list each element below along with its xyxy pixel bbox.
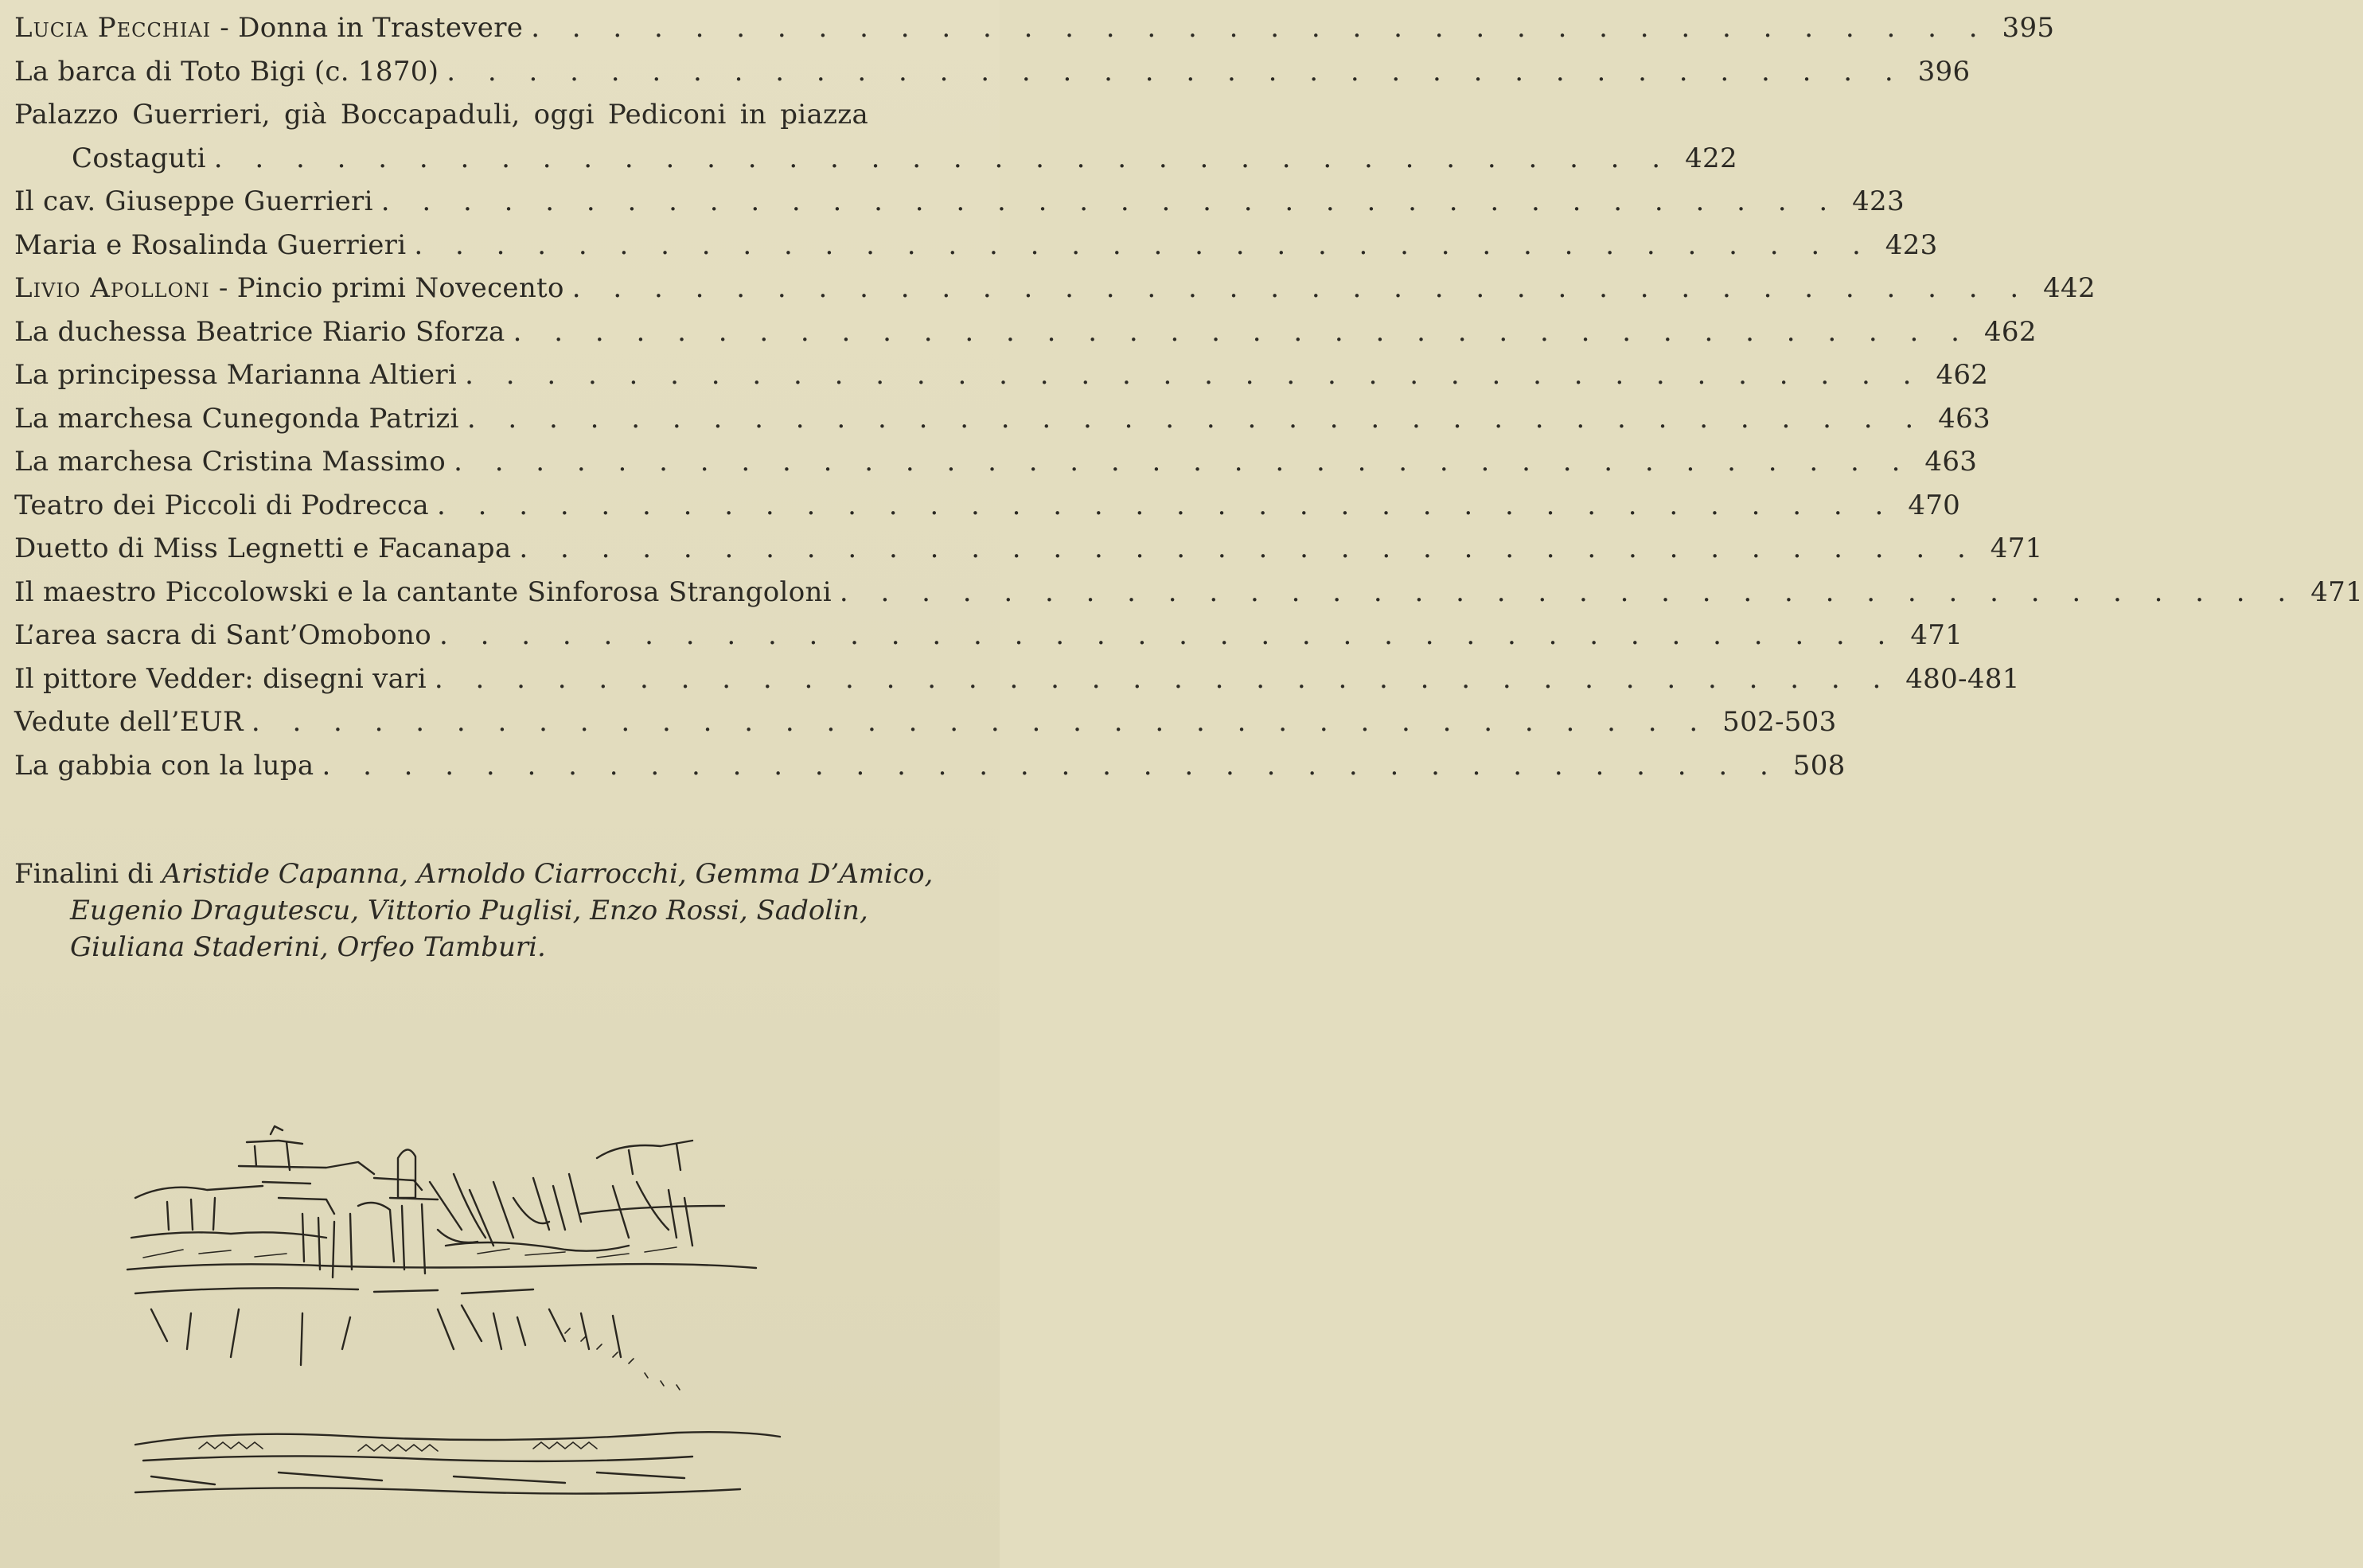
toc-page-number: 395 xyxy=(2002,12,2055,44)
leader-dots: . . . . . . . . . . . . . . . . . . . . . . . . . . . . . . . . . . . . xyxy=(380,185,1840,217)
toc-entry xyxy=(14,137,1737,181)
leader-dots: . . . . . . . . . . . . . . . . . . . . . . . . . . . . . . . . . . . . xyxy=(465,359,1924,391)
leader-dots: . . . . . . . . . . . . . . . . . . . . . . . . . . . . . . . . . . . . xyxy=(251,706,1710,738)
credits-prefix: Finalini di xyxy=(14,858,162,890)
toc-title: Vedute dell’EUR xyxy=(14,706,244,738)
toc-title: Pincio primi Novecento xyxy=(236,272,564,304)
toc-author: Livio Apolloni xyxy=(14,272,210,304)
toc-entry xyxy=(14,397,1991,441)
toc-entry xyxy=(14,527,2043,571)
leader-dots: . . . . . . . . . . . . . . . . . . . . . . . . . . . . . . . . . . . . xyxy=(446,55,1905,88)
leader-dots: . . . . . . . . . . . . . . . . . . . . . . . . . . . . . . . . . . . . xyxy=(439,619,1898,651)
credits-names: Aristide Capanna, Arnoldo Ciarrocchi, Gemma D’Amico, xyxy=(162,858,934,890)
toc-title: Il cav. Giuseppe Guerrieri xyxy=(14,185,373,217)
toc-title: La gabbia con la lupa xyxy=(14,749,314,782)
toc-entry xyxy=(14,353,1989,397)
leader-dots: . . . . . . . . . . . . . . . . . . . . . . . . . . . . . . . . . . . . xyxy=(436,489,1896,521)
toc-title: La marchesa Cunegonda Patrizi xyxy=(14,402,459,435)
toc-page-number: 422 xyxy=(1685,142,1737,174)
toc-author: Lucia Pecchiai xyxy=(14,12,212,44)
leader-dots: . . . . . . . . . . . . . . . . . . . . . . . . . . . . . . . . . . . . xyxy=(454,446,1913,478)
leader-dots: . . . . . . . . . . . . . . . . . . . . . . . . . . . . . . . . . . . . xyxy=(531,12,1990,44)
toc-entry xyxy=(14,50,1971,94)
toc-entry xyxy=(14,224,1938,267)
toc-entry xyxy=(14,310,2037,354)
credits-names: Giuliana Staderini, Orfeo Tamburi. xyxy=(70,931,546,963)
toc-page-number: 470 xyxy=(1908,489,1961,521)
toc-page-number: 502-503 xyxy=(1722,706,1837,738)
toc-title: Costaguti xyxy=(72,142,206,174)
toc-entry xyxy=(14,700,1837,744)
landscape-sketch-vignette xyxy=(119,1110,883,1540)
vignette-credits xyxy=(14,856,979,965)
toc-page-number: 471 xyxy=(1990,532,2043,564)
toc-title: Donna in Trastevere xyxy=(238,12,524,44)
toc-title: La marchesa Cristina Massimo xyxy=(14,446,446,478)
toc-page-number: 396 xyxy=(1917,55,1971,88)
leader-dots: . . . . . . . . . . . . . . . . . . . . . . . . . . . . . . . . . . . . xyxy=(513,315,1971,348)
toc-entry xyxy=(14,6,2055,50)
toc-title: La duchessa Beatrice Riario Sforza xyxy=(14,315,505,348)
toc-title: Il maestro Piccolowski e la cantante Sinforosa Strangoloni xyxy=(14,575,832,608)
toc-entry xyxy=(14,440,1978,484)
toc-title: La principessa Marianna Altieri xyxy=(14,359,458,391)
leader-dots: . . . . . . . . . . . . . . . . . . . . . . . . . . . . . . . . . . . . xyxy=(434,662,1893,695)
leader-dots: . . . . . . . . . . . . . . . . . . . . . . . . . . . . . . . . . . . . xyxy=(519,532,1978,564)
toc-title: Duetto di Miss Legnetti e Facanapa xyxy=(14,532,512,564)
toc-page-number: 442 xyxy=(2043,272,2096,304)
toc-title: La barca di Toto Bigi (c. 1870) xyxy=(14,55,439,88)
toc-page-number: 463 xyxy=(1938,402,1991,435)
toc-separator: - xyxy=(211,12,239,44)
toc-page-number: 423 xyxy=(1852,185,1905,217)
toc-page-number: 462 xyxy=(1936,359,1989,391)
leader-dots: . . . . . . . . . . . . . . . . . . . . . . . . . . . . . . . . . . . . xyxy=(213,142,1673,174)
leader-dots: . . . . . . . . . . . . . . . . . . . . . . . . . . . . . . . . . . . . xyxy=(322,749,1780,782)
toc-page-number: 508 xyxy=(1792,749,1846,782)
toc-page-number: 480-481 xyxy=(1905,662,2020,695)
toc-page-number: 463 xyxy=(1924,446,1978,478)
toc-entry xyxy=(14,484,1961,528)
toc-entry xyxy=(14,657,2020,701)
toc-entry xyxy=(14,180,1905,224)
toc-entry xyxy=(14,267,2096,310)
toc-title-line1: Palazzo Guerrieri, già Boccapaduli, oggi Pediconi in piazza xyxy=(14,99,869,131)
toc-page-number: 471 xyxy=(2310,575,2363,608)
toc-page-number: 471 xyxy=(1910,619,1963,651)
toc-entry xyxy=(14,571,2363,614)
toc-title: Maria e Rosalinda Guerrieri xyxy=(14,228,407,261)
toc-separator: - xyxy=(209,272,237,304)
toc-page-number: 423 xyxy=(1885,228,1938,261)
leader-dots: . . . . . . . . . . . . . . . . . . . . . . . . . . . . . . . . . . . . xyxy=(466,402,1926,435)
toc-title: L’area sacra di Sant’Omobono xyxy=(14,619,432,651)
leader-dots: . . . . . . . . . . . . . . . . . . . . . . . . . . . . . . . . . . . . xyxy=(571,272,2031,304)
toc-entry-line1 xyxy=(14,93,979,137)
toc-title: Il pittore Vedder: disegni vari xyxy=(14,662,427,695)
toc-entry xyxy=(14,744,1846,788)
leader-dots: . . . . . . . . . . . . . . . . . . . . . . . . . . . . . . . . . . . . xyxy=(414,228,1873,261)
toc-title: Teatro dei Piccoli di Podrecca xyxy=(14,489,429,521)
toc-page-number: 462 xyxy=(1983,315,2037,348)
leader-dots: . . . . . . . . . . . . . . . . . . . . . . . . . . . . . . . . . . . . xyxy=(839,575,2299,608)
table-of-illustrations xyxy=(14,6,2363,787)
toc-entry xyxy=(14,614,1963,657)
credits-names: Eugenio Dragutescu, Vittorio Puglisi, Enzo Rossi, Sadolin, xyxy=(70,895,868,926)
